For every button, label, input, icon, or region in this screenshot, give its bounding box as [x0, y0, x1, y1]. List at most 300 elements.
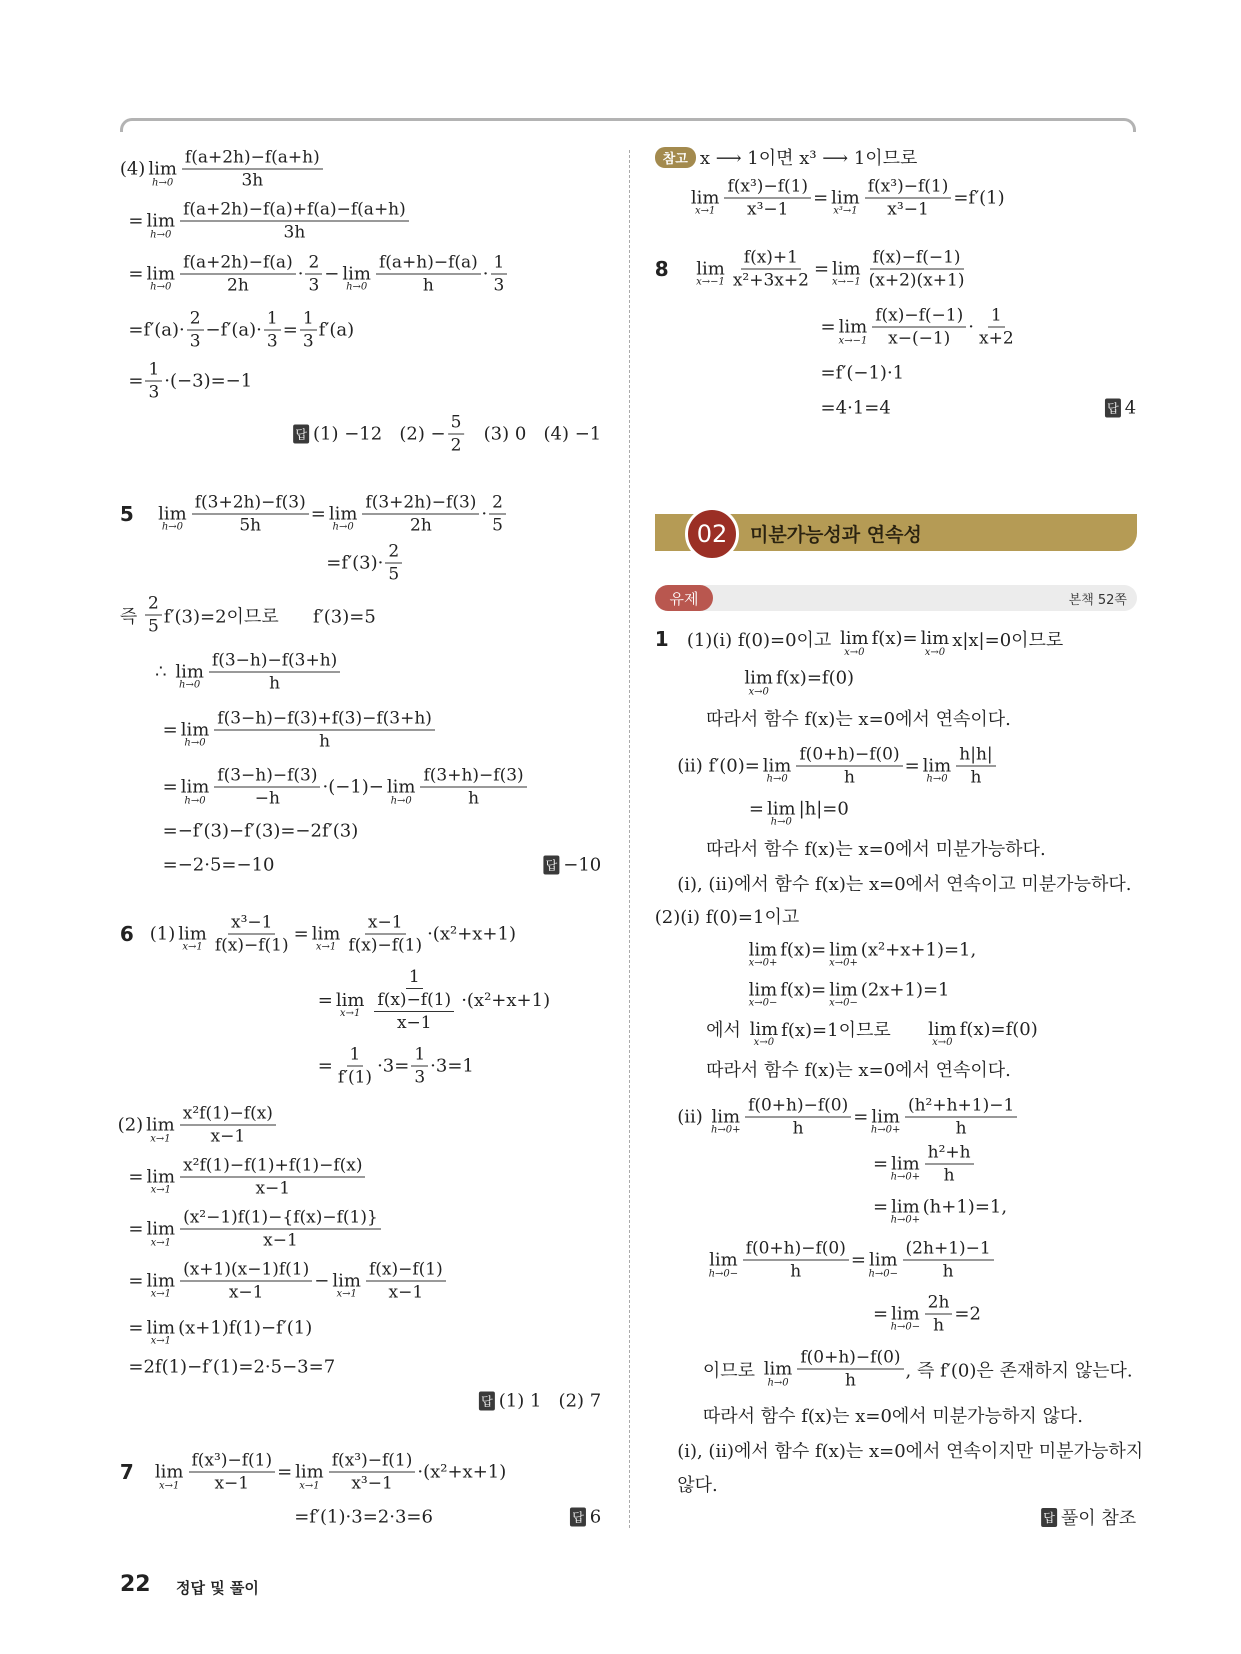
math-text: =f′(3)· — [326, 552, 384, 574]
math-text: =−f′(3)−f′(3)=−2f′(3) — [162, 820, 359, 842]
fraction — [264, 308, 281, 351]
math-text: −h — [254, 788, 280, 809]
math-line — [677, 870, 1131, 896]
math-text: (1) — [149, 923, 176, 945]
math-text: f(3+2h)−f(3) — [365, 492, 477, 513]
fraction — [369, 967, 459, 1033]
fraction-denominator — [238, 170, 266, 191]
math-line — [873, 1142, 976, 1185]
fraction-numerator — [745, 1095, 851, 1117]
math-text: f(3+2h)−f(3) — [194, 492, 306, 513]
limit-subscript: h→0+ — [890, 1171, 921, 1183]
fraction-denominator — [348, 1473, 395, 1494]
answer-line — [544, 855, 602, 876]
limit-subscript: h→0 — [161, 521, 184, 533]
math-text: = — [904, 755, 920, 777]
fraction — [300, 308, 317, 351]
math-text: = — [872, 1153, 889, 1175]
math-text: ·(x²+x+1) — [461, 989, 551, 1011]
math-text: f(3+h)−f(3) — [423, 765, 524, 786]
fraction-denominator — [305, 274, 322, 295]
fraction — [212, 912, 292, 955]
limit-subscript: x→1 — [150, 1133, 171, 1145]
fraction-denominator — [842, 1370, 859, 1391]
math-text: f(0+h)−f(0) — [748, 1095, 849, 1116]
math-line — [746, 939, 977, 969]
math-text: 풀이 참조 — [1060, 1508, 1137, 1529]
fraction-denominator — [264, 330, 281, 351]
fraction-denominator — [386, 1281, 427, 1302]
page-number: 22 — [120, 1572, 151, 1597]
fraction-numerator — [305, 252, 322, 274]
limit-operator: lim x→−1 — [696, 258, 725, 288]
math-text: x³−1 — [747, 199, 789, 220]
fraction-denominator — [790, 1117, 807, 1138]
fraction-denominator — [930, 1314, 947, 1335]
fraction-numerator — [905, 1095, 1017, 1117]
limit-subscript: x→0− — [829, 997, 858, 1009]
limit-subscript: h→0 — [926, 773, 948, 785]
math-text: x−1 — [210, 1126, 246, 1147]
fraction-numerator — [489, 492, 506, 514]
math-text: 2h — [227, 275, 249, 296]
math-text: x²+3x+2 — [732, 270, 809, 291]
math-text: f(x)= — [780, 939, 827, 961]
problem-number: 8 — [654, 256, 669, 281]
math-text: f(3−h)−f(3)+f(3)−f(3+h) — [217, 708, 432, 729]
fraction-numerator — [870, 247, 964, 269]
math-line — [706, 1239, 996, 1282]
math-text: x−1 — [255, 1178, 291, 1199]
fraction-numerator — [189, 1451, 276, 1473]
limit-operator: lim h→0 — [146, 210, 176, 241]
fraction-numerator — [365, 912, 406, 934]
fraction-denominator — [967, 766, 984, 787]
fraction-numerator — [180, 1104, 276, 1126]
math-text: =f′(1)·3=2·3=6 — [294, 1506, 433, 1528]
problem-number: 7 — [119, 1460, 134, 1485]
limit-operator: lim h→0 — [763, 1358, 793, 1389]
math-text: ∴ — [155, 661, 173, 683]
math-line — [163, 766, 529, 809]
math-text: (h²+h+1)−1 — [907, 1095, 1015, 1116]
limit-subscript: x→1 — [150, 1335, 171, 1347]
math-text: x ⟶ 1이면 x³ ⟶ 1이므로 — [699, 148, 918, 170]
answer-icon: 답 — [1041, 1508, 1057, 1527]
math-text: 3 — [302, 331, 314, 351]
math-text: f(x)−f(1) — [368, 1259, 443, 1280]
fraction — [189, 1451, 276, 1494]
math-text: f(x)=f(0) — [775, 667, 855, 689]
limit-operator: lim h→0+ — [710, 1106, 741, 1136]
fraction-numerator — [865, 176, 952, 198]
math-text: 3h — [283, 222, 306, 243]
math-text: 5 — [388, 564, 400, 585]
math-text: 1 — [990, 305, 1002, 326]
fraction — [145, 594, 162, 637]
math-text: = — [162, 719, 178, 741]
limit-subscript: h→0 — [766, 773, 788, 785]
fraction-denominator — [252, 788, 283, 809]
limit-operator: lim h→0 — [158, 503, 187, 533]
limit-subscript: x→1 — [694, 205, 716, 217]
math-text: 1 — [349, 1044, 361, 1065]
math-text: 2 — [189, 308, 201, 328]
fraction — [385, 541, 402, 584]
limit-subscript: h→0 — [150, 281, 172, 293]
fraction-denominator — [211, 1473, 252, 1494]
math-text: f(a+2h)−f(a)+f(a)−f(a+h) — [183, 199, 406, 220]
fraction-numerator — [411, 1044, 428, 1066]
limit-subscript: h→0+ — [890, 1214, 921, 1226]
math-line — [706, 1056, 1011, 1082]
limit-subscript: h→0 — [184, 795, 206, 807]
answer-icon: 답 — [479, 1392, 495, 1411]
math-line — [118, 1104, 278, 1147]
answer-line — [293, 413, 601, 456]
fraction-numerator — [491, 252, 508, 274]
fraction-denominator — [300, 330, 317, 351]
math-line — [821, 306, 1019, 349]
limit-subscript: x→1 — [150, 1237, 171, 1249]
limit-operator: lim x→1 — [146, 1166, 176, 1196]
fraction — [730, 247, 812, 290]
math-text: f(x)−f(−1) — [872, 247, 961, 268]
fraction — [180, 1208, 381, 1251]
limit-operator: lim x→0 — [749, 1018, 779, 1049]
limit-subscript: h→0− — [708, 1268, 739, 1280]
math-line — [128, 252, 509, 295]
math-text: x−1 — [396, 1013, 432, 1034]
math-text: f(x³)−f(1) — [191, 1450, 273, 1471]
limit-operator: lim x→1 — [146, 1114, 175, 1145]
limit-operator: lim h→0 — [766, 798, 796, 828]
math-line — [703, 1402, 1083, 1428]
fraction-numerator — [180, 252, 296, 274]
limit-operator: lim h→0− — [890, 1303, 921, 1333]
math-text: x³−1 — [887, 199, 929, 220]
math-text: (i), (ii)에서 함수 f(x)는 x=0에서 연속이지만 미분가능하지 — [677, 1440, 1144, 1462]
limit-subscript: h→0+ — [710, 1124, 741, 1136]
answer-icon: 답 — [544, 856, 560, 875]
math-line — [128, 1357, 335, 1378]
limit-operator: lim x→0 — [928, 1018, 957, 1049]
answer-line — [479, 1391, 601, 1412]
fraction-denominator — [212, 934, 292, 955]
math-text: h — [792, 1118, 804, 1139]
math-text: (x²−1)f(1)−{f(x)−f(1)} — [183, 1207, 378, 1228]
math-text: 3h — [241, 170, 264, 191]
math-text: x²f(1)−f(x) — [182, 1103, 273, 1124]
fraction — [872, 306, 966, 349]
fraction — [491, 252, 508, 295]
fraction — [925, 1292, 953, 1335]
math-text: = — [293, 923, 309, 945]
fraction-numerator — [214, 766, 320, 788]
math-line — [655, 903, 800, 929]
fraction — [214, 708, 435, 751]
math-text: (1) −12 (2) − — [312, 423, 446, 445]
limit-operator: lim x→0− — [829, 979, 858, 1009]
fraction-numerator — [145, 594, 162, 616]
limit-subscript: h→0 — [346, 281, 368, 293]
math-text: =f′(a)· — [128, 319, 185, 340]
answer-icon: 답 — [1105, 398, 1121, 417]
math-text: 따라서 함수 f(x)는 x=0에서 미분가능하지 않다. — [702, 1406, 1083, 1428]
fraction — [180, 1259, 312, 1302]
fraction-denominator — [411, 1066, 428, 1087]
math-text: h — [319, 731, 331, 752]
math-text: (1) 1 (2) 7 — [498, 1390, 602, 1412]
math-text: 에서 — [706, 1020, 747, 1042]
fraction-numerator — [329, 1451, 416, 1473]
fraction — [180, 200, 409, 243]
top-border-line — [120, 118, 1136, 132]
math-text: f(x)−f(1) — [377, 990, 452, 1011]
math-text: (x+2)(x+1) — [868, 270, 965, 291]
math-text: h — [790, 1261, 802, 1282]
math-text: 3 — [189, 331, 201, 351]
limit-subscript: x→1 — [339, 1008, 361, 1020]
limit-operator: lim x→0+ — [748, 939, 778, 969]
limit-operator: lim x→0 — [840, 628, 869, 658]
textbook-page-reference: 본책 52쪽 — [1068, 593, 1127, 608]
fraction-numerator — [182, 148, 323, 170]
math-text: =2f(1)−f′(1)=2·5−3=7 — [128, 1356, 336, 1378]
limit-operator: lim h→0− — [708, 1249, 739, 1280]
math-text: = — [128, 370, 144, 392]
fraction — [865, 176, 952, 219]
fraction — [411, 1044, 428, 1087]
limit-subscript: x→1 — [159, 1480, 180, 1492]
math-text: (x+1)f(1)−f′(1) — [178, 1317, 313, 1339]
math-text: 따라서 함수 f(x)는 x=0에서 미분가능하다. — [706, 839, 1046, 861]
math-text: = — [310, 503, 326, 525]
limit-operator: lim h→0 — [762, 755, 792, 785]
math-text: f(x³)−f(1) — [331, 1450, 413, 1471]
math-text: (ii) f′(0)= — [677, 755, 760, 777]
math-text: = — [813, 258, 830, 280]
limit-operator: lim h→0 — [342, 263, 371, 293]
math-text: =−2·5=−10 — [162, 854, 275, 876]
fraction — [489, 492, 506, 535]
limit-subscript: x→1 — [336, 1288, 357, 1300]
fraction — [866, 247, 968, 290]
math-text: h — [422, 275, 434, 296]
math-line — [821, 397, 891, 418]
math-line — [155, 650, 342, 693]
limit-subscript: x→−1 — [831, 276, 861, 288]
footer-title: 정답 및 풀이 — [176, 1579, 259, 1597]
limit-subscript: x→0 — [748, 686, 769, 698]
math-text: (i), (ii)에서 함수 f(x)는 x=0에서 연속이고 미분가능하다. — [677, 873, 1132, 895]
limit-subscript: x→1 — [299, 1480, 320, 1492]
math-text: =f′(1) — [953, 187, 1005, 209]
answer-icon: 답 — [570, 1508, 586, 1527]
math-text: 3 — [148, 382, 160, 403]
math-text: 않다. — [677, 1474, 718, 1496]
limit-operator: lim x→1 — [332, 1270, 361, 1300]
fraction-numerator — [180, 1259, 312, 1281]
math-text: = — [317, 989, 333, 1011]
fraction — [374, 990, 454, 1033]
fraction — [180, 252, 296, 295]
limit-operator: lim x→1 — [178, 923, 207, 953]
math-line — [318, 967, 550, 1033]
problem-number: 5 — [119, 501, 134, 526]
fraction-numerator — [214, 708, 435, 730]
limit-subscript: x→0− — [748, 997, 778, 1009]
fraction-denominator — [465, 788, 482, 809]
math-line — [748, 798, 849, 828]
math-text: x³−1 — [231, 912, 273, 933]
math-text: 6 — [589, 1506, 602, 1528]
math-text: x−1 — [367, 912, 403, 933]
fraction — [745, 1095, 851, 1138]
limit-subscript: x→0 — [932, 1037, 953, 1049]
limit-operator: lim x→1 — [146, 1270, 176, 1300]
math-text: f(x³)−f(1) — [727, 176, 809, 197]
fraction-denominator — [420, 274, 437, 295]
exercise-label: 유제 — [655, 585, 713, 611]
fraction — [187, 308, 204, 351]
math-line — [686, 626, 1064, 658]
math-line — [318, 1044, 474, 1087]
math-text: 1 — [408, 967, 420, 988]
math-text: h — [943, 1165, 955, 1186]
fraction-denominator — [335, 1066, 375, 1087]
fraction-denominator — [448, 435, 465, 456]
math-text: f(a+2h)−f(a+h) — [184, 147, 320, 168]
math-text: − — [314, 1270, 330, 1292]
fraction-numerator — [797, 1348, 903, 1370]
answer-line — [1041, 1504, 1136, 1530]
math-text: · — [968, 316, 974, 338]
math-text: = — [128, 1166, 144, 1188]
fraction-denominator — [236, 514, 264, 535]
fraction-numerator — [903, 1239, 994, 1261]
math-line — [120, 148, 325, 191]
limit-operator: lim x→1 — [154, 1461, 184, 1492]
limit-operator: lim h→0 — [180, 719, 210, 749]
fraction-numerator — [385, 541, 402, 563]
problem-number: 6 — [119, 921, 134, 946]
math-text: h|h| — [959, 744, 993, 765]
limit-subscript: h→0 — [332, 521, 354, 533]
math-text: = — [813, 187, 829, 209]
math-text: · — [481, 503, 488, 525]
math-line — [821, 363, 905, 384]
math-text: f(x)−f(1) — [214, 935, 289, 956]
math-text: (ii) — [677, 1106, 709, 1128]
answer-line — [1105, 397, 1136, 418]
fraction-denominator — [187, 330, 204, 351]
fraction-denominator — [489, 514, 506, 535]
limit-operator: lim x→0− — [748, 979, 778, 1009]
math-text: (2)(i) f(0)=1이고 — [654, 906, 800, 928]
math-text: (1)(i) f(0)=0이고 — [686, 629, 838, 651]
fraction-denominator — [369, 989, 459, 1033]
math-text: = — [128, 1317, 144, 1339]
math-text: f(a+2h)−f(a) — [183, 252, 293, 273]
math-line — [677, 1095, 1019, 1138]
math-line — [155, 492, 508, 535]
math-text: x−(−1) — [888, 328, 951, 349]
fraction-denominator — [208, 1126, 249, 1147]
fraction — [214, 766, 320, 809]
math-text: f(3−h)−f(3) — [217, 765, 318, 786]
math-line — [741, 667, 855, 698]
limit-operator: lim h→0 — [328, 503, 358, 533]
fraction — [366, 1259, 446, 1302]
column-divider — [629, 150, 630, 1528]
math-text: =f′(−1)·1 — [820, 362, 905, 384]
fraction-numerator — [180, 200, 409, 222]
math-text: =2 — [954, 1303, 981, 1325]
fraction-numerator — [741, 247, 801, 269]
math-line — [128, 1208, 382, 1251]
fraction — [797, 1348, 903, 1391]
math-line — [677, 1437, 1143, 1463]
math-line — [150, 912, 516, 955]
fraction-numerator — [180, 1155, 365, 1177]
fraction-denominator — [345, 934, 425, 955]
math-text: ·3= — [377, 1055, 410, 1077]
math-text: 1 — [302, 308, 314, 328]
math-text: ·(−1)− — [322, 776, 384, 798]
limit-subscript: x→0 — [844, 646, 865, 658]
math-text: x+2 — [978, 328, 1014, 349]
fraction-denominator — [281, 222, 309, 243]
fraction-numerator — [420, 766, 526, 788]
limit-operator: lim x→0+ — [829, 939, 858, 969]
math-text: h — [955, 1118, 967, 1139]
math-text: f(x)+1 — [743, 247, 798, 268]
math-text: h — [468, 788, 480, 809]
math-text: h — [970, 767, 982, 788]
math-text: 2 — [147, 593, 159, 614]
math-text: f(x)−f(1) — [348, 935, 423, 956]
limit-subscript: h→0− — [868, 1268, 899, 1280]
math-text: 5h — [239, 515, 262, 536]
fraction-numerator — [300, 308, 317, 330]
math-text: 2 — [450, 435, 462, 456]
math-text: − — [324, 263, 340, 285]
math-text: 3 — [266, 331, 278, 351]
math-text: 1 — [148, 359, 160, 380]
fraction-numerator — [376, 252, 481, 274]
fraction — [925, 1142, 974, 1185]
math-text: x−1 — [388, 1282, 424, 1303]
fraction-denominator — [976, 328, 1017, 349]
math-text: 2 — [492, 492, 503, 513]
math-line — [706, 705, 1011, 731]
math-text: 3 — [493, 275, 505, 296]
math-text: 2 — [388, 541, 400, 562]
fraction — [335, 1044, 375, 1087]
fraction-numerator — [264, 308, 281, 330]
math-text: h — [933, 1315, 945, 1336]
limit-subscript: h→0 — [184, 737, 206, 749]
fraction — [192, 492, 309, 535]
section-number-badge: 02 — [685, 507, 739, 561]
math-line — [294, 1507, 433, 1528]
fraction — [448, 413, 465, 456]
limit-operator: lim x³→1 — [831, 187, 860, 217]
fraction — [209, 650, 340, 693]
math-line — [655, 144, 918, 170]
math-line — [128, 200, 410, 243]
